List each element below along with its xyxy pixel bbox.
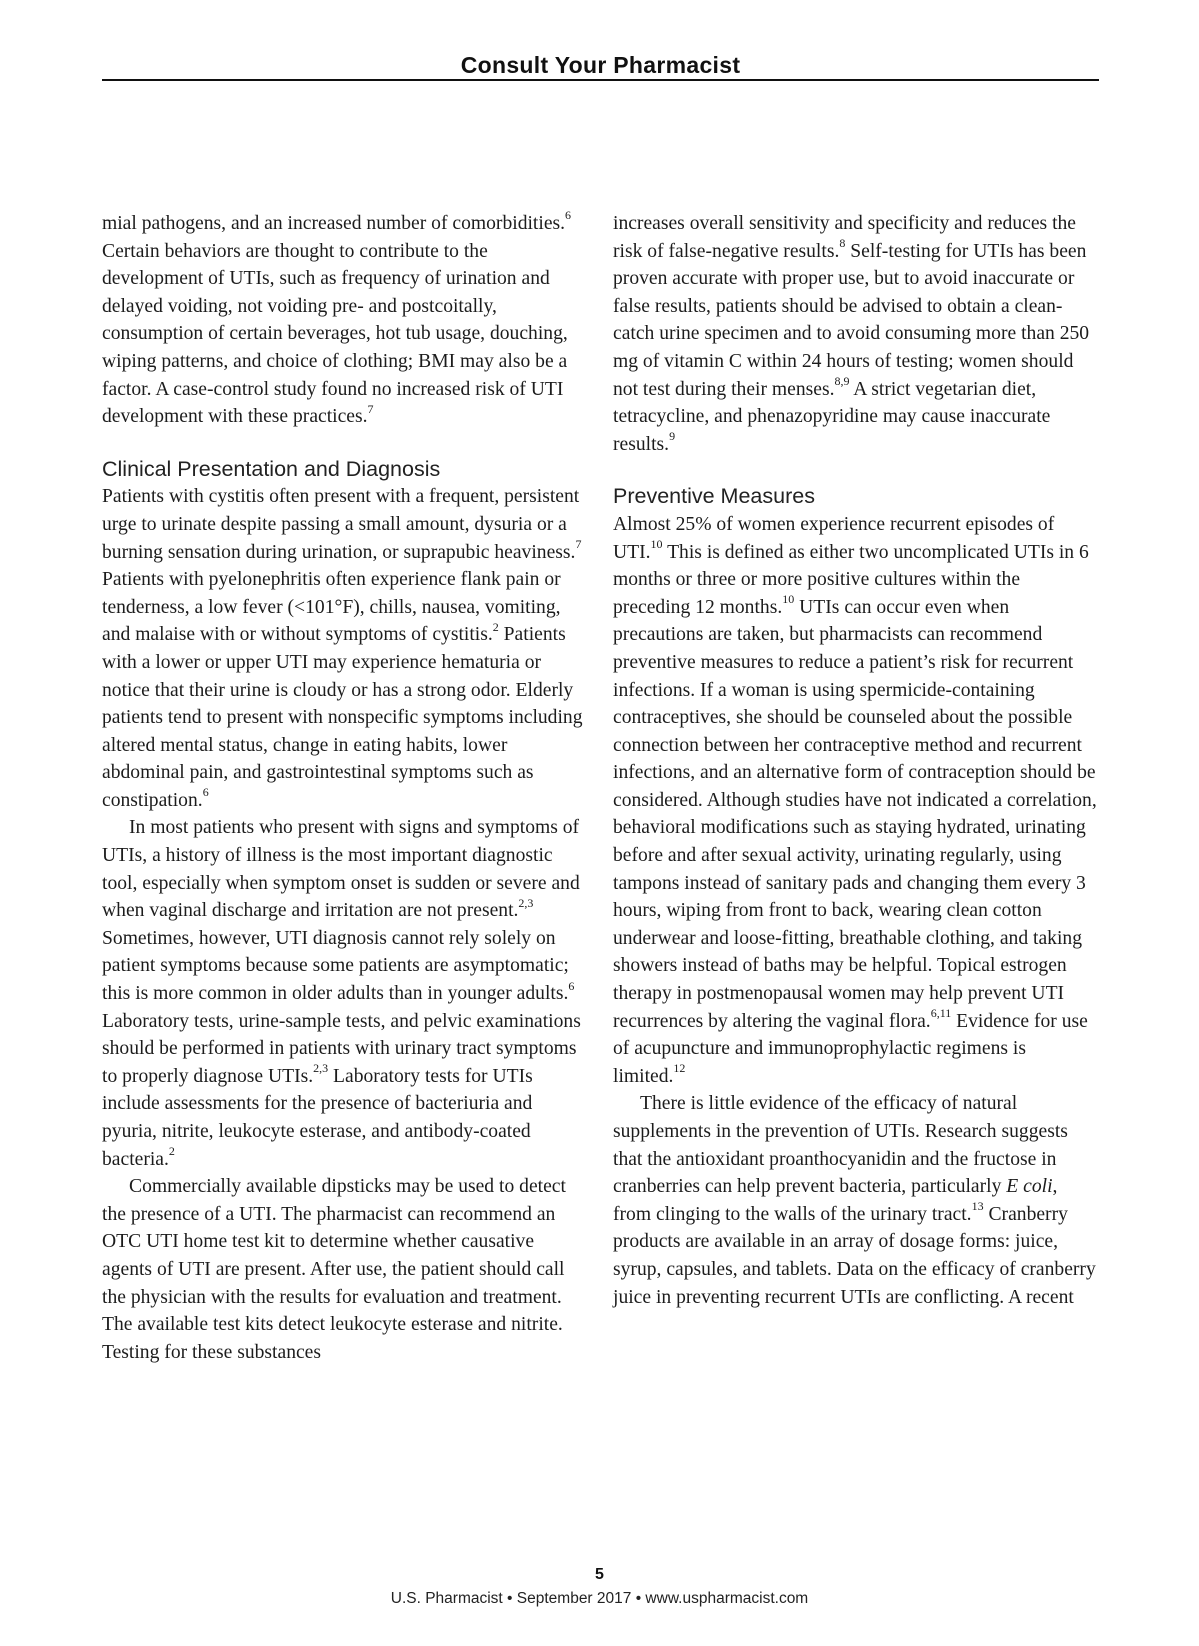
citation: 6 (565, 208, 572, 223)
section-heading-preventive: Preventive Measures (613, 484, 815, 509)
citation: 6,11 (930, 1006, 952, 1021)
citation: 2 (168, 1144, 175, 1159)
citation: 2,3 (313, 1061, 329, 1076)
header-rule (102, 79, 1099, 81)
citation: 2,3 (518, 895, 534, 910)
citation: 10 (650, 537, 663, 551)
paragraph-testing: increases overall sensitivity and specificity and reduces the risk of false-negative results.$^8$ Self-testing for UTIs has been proven accurate with proper use, but to avoid inaccurate or false results, patients should be advised to obtain a clean-catch urine specimen and to avoid consuming more than 250 mg of vitamin C within 24 hours of testing; women should not test during their menses.$^{8,9}$ A strict vegetarian diet, tetracycline, and phenazopyridine may cause inaccurate results.$^9$ (613, 213, 1090, 455)
section-heading-clinical: Clinical Presentation and Diagnosis (102, 456, 441, 481)
citation: 7 (367, 401, 374, 416)
paragraph-supplements: There is little evidence of the efficacy of natural supplements in the prevention of UTIs. Research suggests that the antioxidant proanthocyanidin and the fructose in cranberries can help prevent bacteria, particularly E coli, from clinging to the walls of the urinary tract.$^{13}$ Cranberry products are available in an array of dosage forms: juice, syrup, capsules, and tablets. Data on the efficacy of cranberry juice in preventing recurrent UTIs are conflicting. A recent (613, 1093, 1096, 1308)
citation: 8,9 (834, 374, 850, 389)
citation: 10 (782, 592, 795, 607)
citation: 13 (971, 1199, 984, 1214)
citation: 9 (669, 429, 676, 444)
citation: 8 (839, 236, 846, 251)
citation: 6 (202, 785, 209, 800)
paragraph-preventive: Almost 25% of women experience recurrent episodes of UTI.$^{10}$ This is defined as either two uncomplicated UTIs in 6 months or three or more positive cultures within the preceding 12 months.$^{10}$ UTIs can occur even when precautions are taken, but pharmacists can recommend preventive measures to reduce a patient’s risk for recurrent infections. If a woman is using spermicide-containing contraceptives, she should be counseled about the possible connection between her contraceptive method and recurrent infections, and an alternative form of contraception should be considered. Although studies have not indicated a correlation, behavioral modifications such as staying hydrated, urinating before and after sexual activity, urinating regularly, using tampons instead of sanitary pads and changing them every 3 hours, wiping from front to back, wearing clean cotton underwear and loose-fitting, breathable clothing, and taking showers instead of baths may be helpful. Topical estrogen therapy in postmenopausal women may help prevent UTI recurrences by altering the vaginal flora.$^{6,11}$ Evidence for use of acupuncture and immunoprophylactic regimens is limited.$^{12}$ (613, 513, 1097, 1087)
paragraph-intro: mial pathogens, and an increased number of comorbidities.$^6$ Certain behaviors are thought to contribute to the development of UTIs, such as frequency of urination and delayed voiding, not voiding pre- and postcoitally, consumption of certain beverages, hot tub usage, douching, wiping patterns, and choice of clothing; BMI may also be a factor. A case-control study found no increased risk of UTI development with these practices.$^7$ (102, 208, 572, 428)
publication-footer: U.S. Pharmacist • September 2017 • www.uspharmacist.com (390, 1590, 809, 1607)
paragraph-history: In most patients who present with signs and symptoms of UTIs, a history of illness is the most important diagnostic tool, especially when symptom onset is sudden or severe and when vaginal discharge and irritation are not present.$^{2,3}$ Sometimes, however, UTI diagnosis cannot rely solely on patient symptoms because some patients are asymptomatic; this is more common in older adults than in younger adults.$^6$ Laboratory tests, urine-sample tests, and pelvic examinations should be performed in patients with urinary tract symptoms to properly diagnose UTIs.$^{2,3}$ Laboratory tests for UTIs include assessments for the presence of bacteriuria and pyuria, nitrite, leukocyte esterase, and antibody-coated bacteria.$^2$ (102, 817, 581, 1170)
left-column (102, 210, 587, 1366)
paragraph-dipsticks: Commercially available dipsticks may be used to detect the presence of a UTI. The pharmacist can recommend an OTC UTI home test kit to determine whether causative agents of UTI are present. After use, the patient should call the physician with the results for evaluation and treatment. The available test kits detect leukocyte esterase and nitrite. Testing for these substances (102, 1176, 566, 1363)
paragraph-clinical: Patients with cystitis often present with a frequent, persistent urge to urinate despite passing a small amount, dysuria or a burning sensation during urination, or suprapubic heaviness.$^7$ Patients with pyelonephritis often experience flank pain or tenderness, a low fever (<101°F), chills, nausea, vomiting, and malaise with or without symptoms of cystitis.$^2$ Patients with a lower or upper UTI may experience hematuria or notice that their urine is cloudy or has a strong odor. Elderly patients tend to present with nonspecific symptoms including altered mental status, change in eating habits, lower abdominal pain, and gastrointestinal symptoms such as constipation.$^6$ (102, 486, 583, 811)
page-number: 5 (595, 1566, 604, 1583)
citation: 6 (568, 978, 575, 993)
running-head-title: Consult Your Pharmacist (460, 52, 741, 78)
citation: 7 (575, 537, 582, 551)
right-column (613, 210, 1098, 1311)
species-name: E coli (1006, 1176, 1053, 1198)
citation: 2 (492, 619, 499, 634)
citation: 12 (673, 1061, 686, 1076)
